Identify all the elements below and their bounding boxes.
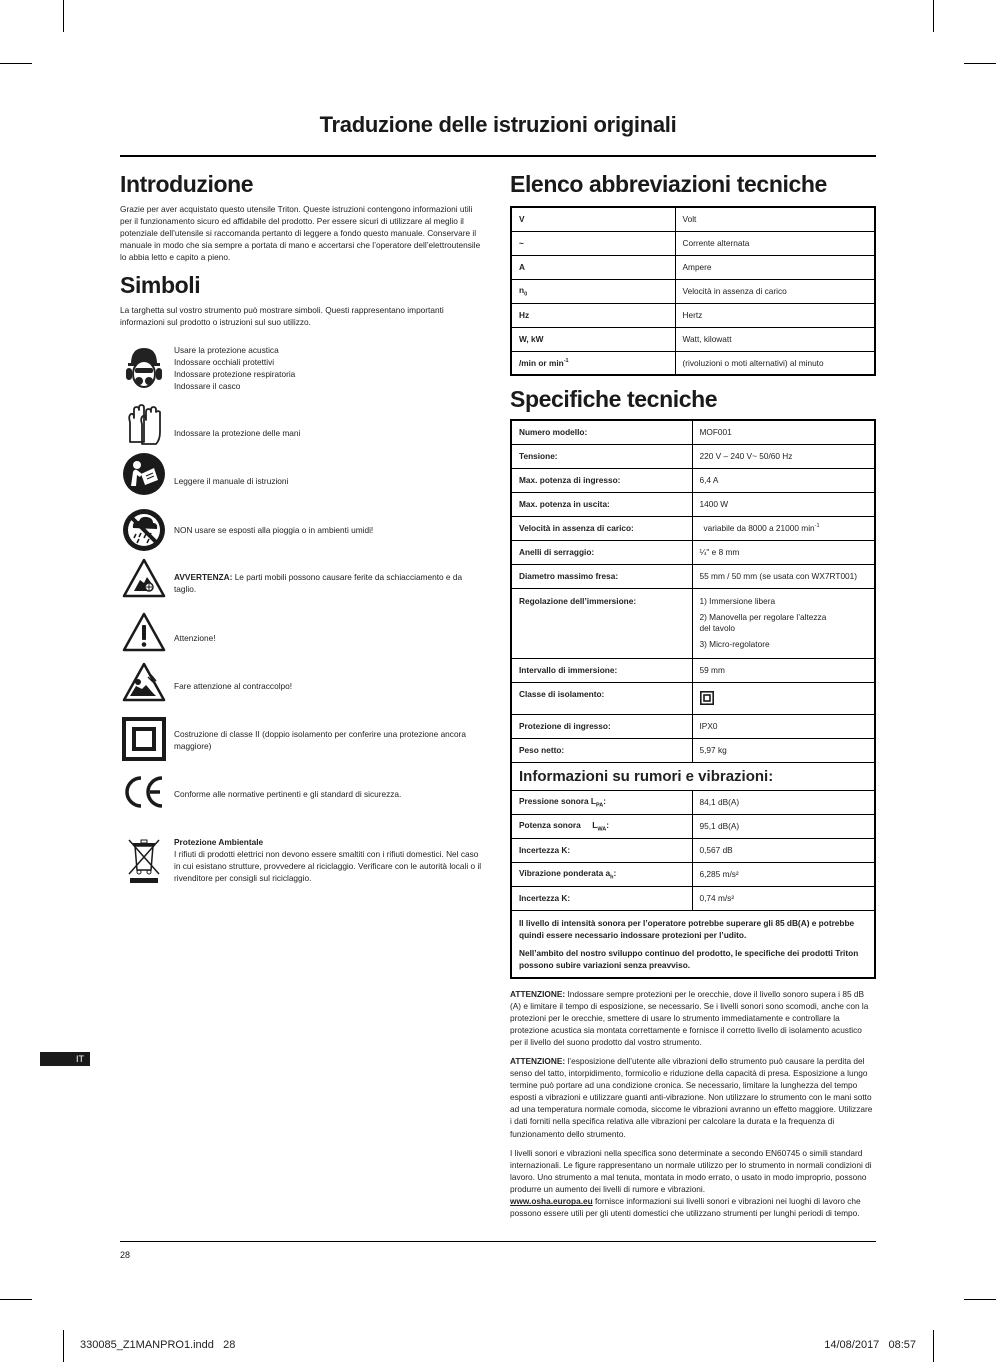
table-row <box>511 468 875 492</box>
spec-key <box>511 814 692 838</box>
symbol-text-rain: NON usare se esposti alla pioggia o in ambienti umidi! <box>174 525 374 535</box>
osha-link[interactable]: www.osha.europa.eu <box>510 1196 593 1207</box>
spec-value: 5,97 kg <box>692 738 875 762</box>
abbrev-key-sub: 0 <box>524 291 528 298</box>
crop-mark <box>933 1330 934 1362</box>
info-paragraph <box>510 1147 876 1220</box>
symbol-row-gloves <box>120 404 490 448</box>
info-text: fornisce informazioni sui livelli sonori e vibrazioni nei luoghi di lavoro che possono essere utili per gli utenti domestici che utilizzano strumenti per lunghi periodi di tempo. <box>510 1196 861 1219</box>
spec-key: Diametro massimo fresa: <box>511 564 692 588</box>
no-rain-icon <box>122 508 166 552</box>
intro-heading: Introduzione <box>120 171 254 197</box>
symbol-row-attention <box>120 610 490 656</box>
spec-key: Protezione di ingresso: <box>511 714 692 738</box>
symbols-heading: Simboli <box>120 272 201 298</box>
table-row <box>511 540 875 564</box>
spec-value: 84,1 dB(A) <box>692 790 875 814</box>
symbol-row-ppe <box>120 340 490 396</box>
table-row <box>511 814 875 838</box>
specs-heading: Specifiche tecniche <box>510 386 718 412</box>
warning-text: Le parti mobili possono causare ferite da schiacciamento e da taglio. <box>174 572 463 595</box>
table-row <box>511 327 875 351</box>
symbol-row-kickback <box>120 660 490 706</box>
footer-date: 14/08/2017 08:57 <box>824 1339 916 1351</box>
symbol-row-moving-parts <box>120 556 490 604</box>
language-tab: IT <box>40 1052 90 1066</box>
spec-value: 6,4 A <box>692 468 875 492</box>
warning-paragraph-2 <box>510 1055 876 1140</box>
spec-note: Nell’ambito del nostro sviluppo continuo del prodotto, le specifiche dei prodotti Triton possono subire variazioni senza preavviso. <box>519 947 859 970</box>
crop-mark <box>0 63 32 64</box>
symbol-row-manual <box>120 452 490 498</box>
spec-key-end: : <box>613 867 617 878</box>
spec-line: 1) Immersione libera <box>699 595 776 606</box>
abbrev-value: Velocità in assenza di carico <box>675 279 875 303</box>
symbol-text-weee <box>174 836 486 884</box>
symbol-row-rain <box>120 508 490 554</box>
spec-value: 1400 W <box>692 492 875 516</box>
table-row <box>511 279 875 303</box>
warning-triangle-icon <box>122 612 166 656</box>
symbol-row-weee <box>120 832 490 892</box>
table-row <box>511 255 875 279</box>
spec-note: Il livello di intensità sonora per l’operatore potrebbe superare gli 85 dB(A) e potrebbe quindi essere necessario indossare protezioni per l’udito. <box>519 917 855 940</box>
spec-value: 220 V – 240 V~ 50/60 Hz <box>692 444 875 468</box>
warning-text: Indossare sempre protezioni per le orecchie, dove il livello sonoro supera i 85 dB (A) e limitare il tempo di esposizione, se necessario. Se i livelli sonori sono scomodi, anche con la protezioni per le orecchie, smettere di usare lo strumento immediatamente e controllare la protezione acustica sia montata correttamente e fornisce il corretto livello di isolamento acustico per il livello del suono prodotto dal vostro strumento. <box>510 989 869 1048</box>
spec-key-end: : <box>606 819 610 830</box>
table-row <box>511 658 875 682</box>
abbrev-key-sup: -1 <box>563 357 569 364</box>
abbrev-key <box>511 351 675 375</box>
ce-mark-icon <box>122 772 166 816</box>
symbol-row-class-ii <box>120 716 490 762</box>
table-row <box>511 790 875 814</box>
abbrev-value: Volt <box>675 207 875 231</box>
info-text: I livelli sonori e vibrazioni nella specifica sono determinate a secondo EN60745 o simili standard internazionali. Le figure rappresentano un normale utilizzo per lo strumento in normali condizioni di lavoro. Uno strumento a mal tenuta, montata in modo errato, o usato in modo improprio, possono produrre un aumento dei livelli di rumore e vibrazioni. <box>510 1148 872 1195</box>
table-row <box>511 886 875 910</box>
symbol-text-ce: Conforme alle normative pertinenti e gli standard di sicurezza. <box>174 789 402 799</box>
table-row <box>511 862 875 886</box>
spec-key: Classe di isolamento: <box>511 682 692 714</box>
abbrev-key: Hz <box>511 303 675 327</box>
spec-key-main: Potenza sonora L <box>519 819 598 830</box>
abbrev-key: W, kW <box>511 327 675 351</box>
spec-value: IPX0 <box>692 714 875 738</box>
spec-key-sub: WA <box>597 826 607 833</box>
page-title: Traduzione delle istruzioni originali <box>319 112 677 137</box>
symbol-line: Indossare occhiali protettivi <box>174 357 275 368</box>
spec-key: Anelli di serraggio: <box>511 540 692 564</box>
spec-key: Incertezza K: <box>511 886 692 910</box>
class-ii-icon <box>700 691 714 705</box>
table-row <box>511 762 875 790</box>
hand-warning-icon <box>122 558 166 602</box>
spec-value <box>692 682 875 714</box>
table-row <box>511 588 875 658</box>
spec-key-main: Pressione sonora L <box>519 795 597 806</box>
table-row <box>511 207 875 231</box>
spec-key: Max. potenza in uscita: <box>511 492 692 516</box>
crop-mark <box>933 0 934 32</box>
symbol-text-manual: Leggere il manuale di istruzioni <box>174 476 289 486</box>
spec-key-end: : <box>603 795 607 806</box>
spec-value-main: variabile da 8000 a 21000 min <box>703 523 815 533</box>
abbrev-heading: Elenco abbreviazioni tecniche <box>510 171 827 197</box>
table-row <box>511 714 875 738</box>
intro-text: Grazie per aver acquistato questo utensile Triton. Queste istruzioni contengono informazioni utili per il funzionamento sicuro ed affidabile del prodotto. Per essere sicuri di utilizzare al meglio il potenziale dell’utensile si raccomanda pertanto di leggere a fondo questo manuale. Conservare il manuale in modo che sia sempre a portata di mano e accertarsi che l’operatore dell’elettroutensile lo abbia letto e capito a pieno. <box>120 204 481 263</box>
table-row <box>511 231 875 255</box>
abbrev-table <box>510 206 876 376</box>
spec-key: Peso netto: <box>511 738 692 762</box>
weee-bin-icon <box>122 836 166 880</box>
spec-key <box>511 790 692 814</box>
bottom-rule <box>120 1241 876 1242</box>
spec-line: 2) Manovella per regolare l’altezza del tavolo <box>699 611 827 633</box>
spec-key: Intervallo di immersione: <box>511 658 692 682</box>
spec-key: Regolazione dell’immersione: <box>511 588 692 658</box>
abbrev-value: Ampere <box>675 255 875 279</box>
kickback-icon <box>122 662 166 706</box>
abbrev-value: Corrente alternata <box>675 231 875 255</box>
symbol-text-moving-parts <box>174 571 486 595</box>
spec-value: 0,74 m/s² <box>692 886 875 910</box>
abbrev-value: Watt, kilowatt <box>675 327 875 351</box>
spec-value: ¼" e 8 mm <box>692 540 875 564</box>
abbrev-key: ~ <box>511 231 675 255</box>
symbol-line: Indossare protezione respiratoria <box>174 369 296 380</box>
info-text-link <box>510 1195 876 1219</box>
title-rule <box>120 155 876 157</box>
table-row <box>511 303 875 327</box>
symbol-text-gloves: Indossare la protezione delle mani <box>174 428 301 438</box>
spec-value: 6,285 m/s² <box>692 862 875 886</box>
table-row <box>511 838 875 862</box>
table-row <box>511 910 875 978</box>
crop-mark <box>964 63 996 64</box>
spec-value: 59 mm <box>692 658 875 682</box>
spec-key-main: Vibrazione ponderata a <box>519 867 611 878</box>
symbols-intro: La targhetta sul vostro strumento può mostrare simboli. Questi rappresentano importanti informazioni sul prodotto o istruzioni sul suo utilizzo. <box>120 305 444 328</box>
table-row <box>511 444 875 468</box>
symbol-text-ppe <box>174 344 486 392</box>
spec-value: 55 mm / 50 mm (se usata con WX7RT001) <box>692 564 875 588</box>
table-row <box>511 564 875 588</box>
spec-value: 95,1 dB(A) <box>692 814 875 838</box>
spec-key: Tensione: <box>511 444 692 468</box>
spec-key: Velocità in assenza di carico: <box>511 516 692 540</box>
spec-key-sub: PA <box>596 802 604 809</box>
spec-line: 3) Micro-regolatore <box>699 638 770 649</box>
spec-key: Numero modello: <box>511 420 692 444</box>
page-number: 28 <box>120 1250 131 1260</box>
spec-value-sup: -1 <box>814 523 820 530</box>
crop-mark <box>63 0 64 32</box>
symbol-text-attention: Attenzione! <box>174 633 216 643</box>
spec-key-sub: h <box>610 874 614 881</box>
spec-value: 0,567 dB <box>692 838 875 862</box>
symbol-text-kickback: Fare attenzione al contraccolpo! <box>174 681 293 691</box>
ppe-head-icon <box>122 344 166 388</box>
spec-key: Incertezza K: <box>511 838 692 862</box>
class-ii-icon <box>122 717 166 761</box>
warning-label: AVVERTENZA: <box>174 572 233 582</box>
table-row <box>511 738 875 762</box>
read-manual-icon <box>122 452 166 496</box>
abbrev-key <box>511 279 675 303</box>
warning-paragraph-1 <box>510 988 876 1048</box>
abbrev-key: A <box>511 255 675 279</box>
crop-mark <box>964 1299 996 1300</box>
abbrev-value: Hertz <box>675 303 875 327</box>
spec-notes <box>511 910 875 978</box>
abbrev-key: V <box>511 207 675 231</box>
symbol-line: Indossare il casco <box>174 381 241 392</box>
spec-value <box>692 588 875 658</box>
symbol-row-ce <box>120 770 490 816</box>
table-row <box>511 351 875 375</box>
table-row <box>511 516 875 540</box>
spec-key: Max. potenza di ingresso: <box>511 468 692 492</box>
footer-file: 330085_Z1MANPRO1.indd 28 <box>80 1339 236 1351</box>
warning-label: ATTENZIONE: <box>510 989 566 999</box>
spec-value: MOF001 <box>692 420 875 444</box>
abbrev-key-main: /min or min <box>519 357 564 368</box>
table-row <box>511 420 875 444</box>
noise-heading: Informazioni su rumori e vibrazioni: <box>511 762 875 790</box>
abbrev-key-main: n <box>519 284 525 295</box>
weee-title: Protezione Ambientale <box>174 837 264 847</box>
table-row <box>511 492 875 516</box>
crop-mark <box>63 1330 64 1362</box>
table-row <box>511 682 875 714</box>
abbrev-value: (rivoluzioni o moti alternativi) al minuto <box>675 351 875 375</box>
symbol-line: Usare la protezione acustica <box>174 345 279 355</box>
specs-table <box>510 419 876 979</box>
warning-text: l’esposizione dell’utente alle vibrazioni dello strumento può causare la perdita del senso del tatto, intorpidimento, formicolio e riduzione della capacità di presa. Esposizione a lungo termine può portare ad una condizione cronica. Se necessario, limitare la lunghezza del tempo esposti a vibrazioni e utilizzare guanti anti-vibrazione. Non utilizzare lo strumento con le mani sotto ad una temperatura normale comoda, siccome le vibrazioni avranno un effetto maggiore. Utilizzare i dati forniti nella specifica relativa alle vibrazioni per calcolare la durata e la frequenza di funzionamento dello strumento. <box>510 1056 873 1139</box>
gloves-icon <box>122 404 166 448</box>
spec-value <box>692 516 875 540</box>
spec-key <box>511 862 692 886</box>
symbol-text-class-ii: Costruzione di classe II (doppio isolamento per conferire una protezione ancora maggiore) <box>174 729 466 752</box>
crop-mark <box>0 1299 32 1300</box>
warning-label: ATTENZIONE: <box>510 1056 566 1066</box>
weee-text: I rifiuti di prodotti elettrici non devono essere smaltiti con i rifiuti domestici. Nel caso in cui esistano strutture, provvedere al riciclaggio. Verificare con le autorità locali o il rivenditore per consigli sul riciclaggio. <box>174 849 482 884</box>
